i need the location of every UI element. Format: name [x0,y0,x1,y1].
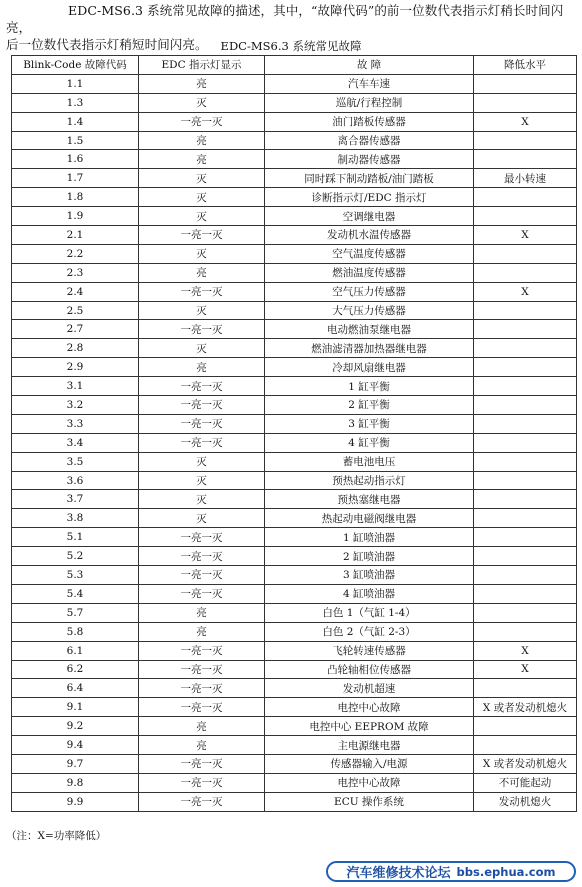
cell-fault: 1 缸平衡 [265,377,474,396]
cell-fault: 3 缸平衡 [265,414,474,433]
cell-indicator: 一亮一灭 [139,414,265,433]
cell-derate [474,320,577,339]
cell-indicator: 一亮一灭 [139,698,265,717]
cell-derate [474,490,577,509]
table-row [12,244,577,263]
cell-fault: 油门踏板传感器 [265,112,474,131]
cell-blink-code: 3.5 [12,452,139,471]
cell-indicator: 一亮一灭 [139,754,265,773]
intro-line-1: EDC-MS6.3 系统常见故障的描述，其中，“故障代码”的前一位数代表指示灯稍长时间闪亮， [6,3,564,35]
cell-indicator: 一亮一灭 [139,433,265,452]
cell-blink-code: 1.7 [12,169,139,188]
cell-fault: 4 缸平衡 [265,433,474,452]
cell-derate [474,244,577,263]
cell-derate: X [474,660,577,679]
cell-derate [474,150,577,169]
cell-fault: 发动机超速 [265,679,474,698]
cell-indicator: 一亮一灭 [139,792,265,811]
cell-derate [474,74,577,93]
table-header-row [12,56,577,75]
header-indicator: EDC 指示灯显示 [139,56,265,75]
cell-blink-code: 2.1 [12,226,139,245]
cell-blink-code: 9.4 [12,736,139,755]
table-row [12,452,577,471]
cell-blink-code: 5.2 [12,547,139,566]
cell-derate [474,584,577,603]
cell-indicator: 亮 [139,358,265,377]
cell-indicator: 亮 [139,150,265,169]
cell-indicator: 一亮一灭 [139,566,265,585]
table-row [12,754,577,773]
cell-indicator: 灭 [139,471,265,490]
cell-fault: 诊断指示灯/EDC 指示灯 [265,188,474,207]
cell-indicator: 一亮一灭 [139,679,265,698]
cell-derate [474,358,577,377]
cell-blink-code: 2.9 [12,358,139,377]
cell-fault: 2 缸平衡 [265,396,474,415]
table-row [12,282,577,301]
cell-derate [474,339,577,358]
cell-derate [474,93,577,112]
cell-derate [474,622,577,641]
cell-derate: X [474,641,577,660]
cell-derate [474,131,577,150]
cell-fault: 凸轮轴相位传感器 [265,660,474,679]
cell-blink-code: 2.8 [12,339,139,358]
cell-blink-code: 9.8 [12,773,139,792]
cell-blink-code: 3.6 [12,471,139,490]
table-row [12,188,577,207]
cell-fault: 2 缸喷油器 [265,547,474,566]
cell-fault: 电控中心故障 [265,773,474,792]
cell-indicator: 一亮一灭 [139,112,265,131]
table-row [12,698,577,717]
cell-fault: 预热塞继电器 [265,490,474,509]
cell-fault: 大气压力传感器 [265,301,474,320]
cell-derate: 不可能起动 [474,773,577,792]
table-row [12,112,577,131]
cell-derate [474,547,577,566]
cell-blink-code: 1.4 [12,112,139,131]
table-row [12,301,577,320]
cell-derate [474,566,577,585]
table-row [12,226,577,245]
cell-blink-code: 5.8 [12,622,139,641]
cell-blink-code: 9.2 [12,717,139,736]
table-row [12,679,577,698]
cell-blink-code: 1.5 [12,131,139,150]
table-row [12,622,577,641]
cell-fault: 发动机水温传感器 [265,226,474,245]
cell-derate [474,207,577,226]
cell-indicator: 一亮一灭 [139,660,265,679]
table-row [12,377,577,396]
table-row [12,603,577,622]
cell-fault: 巡航/行程控制 [265,93,474,112]
cell-indicator: 一亮一灭 [139,377,265,396]
cell-blink-code: 2.3 [12,263,139,282]
cell-indicator: 亮 [139,622,265,641]
cell-indicator: 灭 [139,490,265,509]
cell-derate [474,528,577,547]
table-row [12,509,577,528]
table-row [12,528,577,547]
cell-fault: 传感器输入/电源 [265,754,474,773]
table-row [12,396,577,415]
cell-derate: X [474,226,577,245]
cell-blink-code: 1.9 [12,207,139,226]
cell-fault: ECU 操作系统 [265,792,474,811]
cell-blink-code: 6.4 [12,679,139,698]
forum-watermark-banner [326,861,576,882]
table-row [12,263,577,282]
cell-indicator: 亮 [139,603,265,622]
cell-blink-code: 2.2 [12,244,139,263]
cell-blink-code: 6.1 [12,641,139,660]
cell-indicator: 灭 [139,93,265,112]
table-row [12,773,577,792]
table-row [12,584,577,603]
cell-indicator: 亮 [139,736,265,755]
cell-derate [474,679,577,698]
cell-derate [474,433,577,452]
cell-fault: 热起动电磁阀继电器 [265,509,474,528]
cell-fault: 4 缸喷油器 [265,584,474,603]
cell-indicator: 一亮一灭 [139,396,265,415]
cell-fault: 空气压力传感器 [265,282,474,301]
cell-blink-code: 3.4 [12,433,139,452]
table-row [12,433,577,452]
table-row [12,339,577,358]
fault-code-table [11,55,577,812]
cell-blink-code: 5.1 [12,528,139,547]
cell-fault: 飞轮转速传感器 [265,641,474,660]
cell-derate [474,301,577,320]
cell-fault: 冷却风扇继电器 [265,358,474,377]
cell-fault: 3 缸喷油器 [265,566,474,585]
footnote: （注：X=功率降低） [6,830,107,842]
cell-blink-code: 6.2 [12,660,139,679]
header-fault: 故 障 [265,56,474,75]
table-row [12,320,577,339]
cell-fault: 白色 1（气缸 1-4） [265,603,474,622]
table-row [12,74,577,93]
cell-blink-code: 5.4 [12,584,139,603]
cell-indicator: 一亮一灭 [139,547,265,566]
table-row [12,358,577,377]
cell-indicator: 亮 [139,131,265,150]
cell-blink-code: 1.6 [12,150,139,169]
cell-fault: 蓄电池电压 [265,452,474,471]
table-row [12,641,577,660]
table-row [12,414,577,433]
table-row [12,717,577,736]
cell-derate [474,603,577,622]
cell-derate: X [474,112,577,131]
intro-line-2: 后一位数代表指示灯稍短时间闪亮。 [6,37,208,52]
table-row [12,471,577,490]
table-row [12,169,577,188]
cell-fault: 白色 2（气缸 2-3） [265,622,474,641]
cell-derate [474,736,577,755]
cell-indicator: 一亮一灭 [139,528,265,547]
table-row [12,736,577,755]
cell-blink-code: 3.8 [12,509,139,528]
cell-fault: 预热起动指示灯 [265,471,474,490]
table-row [12,93,577,112]
cell-blink-code: 1.1 [12,74,139,93]
cell-indicator: 一亮一灭 [139,226,265,245]
cell-derate: X 或者发动机熄火 [474,698,577,717]
cell-blink-code: 3.7 [12,490,139,509]
cell-derate [474,509,577,528]
cell-blink-code: 5.3 [12,566,139,585]
table-caption: EDC-MS6.3 系统常见故障 [220,39,362,53]
header-derate: 降低水平 [474,56,577,75]
cell-fault: 离合器传感器 [265,131,474,150]
cell-indicator: 灭 [139,301,265,320]
cell-derate [474,717,577,736]
cell-indicator: 灭 [139,188,265,207]
cell-derate [474,188,577,207]
table-row [12,792,577,811]
table-row [12,150,577,169]
cell-derate [474,452,577,471]
cell-blink-code: 9.1 [12,698,139,717]
cell-indicator: 一亮一灭 [139,584,265,603]
cell-indicator: 灭 [139,169,265,188]
cell-fault: 空气温度传感器 [265,244,474,263]
cell-fault: 主电源继电器 [265,736,474,755]
cell-blink-code: 3.2 [12,396,139,415]
cell-blink-code: 1.3 [12,93,139,112]
table-row [12,131,577,150]
cell-indicator: 灭 [139,244,265,263]
cell-derate: 发动机熄火 [474,792,577,811]
cell-derate: 最小转速 [474,169,577,188]
cell-fault: 同时踩下制动踏板/油门踏板 [265,169,474,188]
cell-derate [474,396,577,415]
cell-blink-code: 1.8 [12,188,139,207]
cell-blink-code: 3.3 [12,414,139,433]
cell-fault: 电控中心故障 [265,698,474,717]
cell-fault: 电控中心 EEPROM 故障 [265,717,474,736]
cell-fault: 1 缸喷油器 [265,528,474,547]
cell-fault: 燃油温度传感器 [265,263,474,282]
cell-derate: X 或者发动机熄火 [474,754,577,773]
banner-url: bbs.ephua.com [456,864,556,879]
cell-indicator: 亮 [139,263,265,282]
cell-derate [474,377,577,396]
cell-blink-code: 3.1 [12,377,139,396]
cell-blink-code: 2.4 [12,282,139,301]
table-body [12,74,577,811]
cell-blink-code: 9.7 [12,754,139,773]
table-row [12,490,577,509]
cell-indicator: 一亮一灭 [139,320,265,339]
table-row [12,207,577,226]
cell-indicator: 一亮一灭 [139,282,265,301]
table-row [12,547,577,566]
cell-indicator: 灭 [139,207,265,226]
cell-fault: 电动燃油泵继电器 [265,320,474,339]
table-row [12,660,577,679]
cell-blink-code: 5.7 [12,603,139,622]
header-blink-code: Blink-Code 故障代码 [12,56,139,75]
cell-fault: 汽车车速 [265,74,474,93]
cell-fault: 空调继电器 [265,207,474,226]
cell-indicator: 灭 [139,452,265,471]
banner-title: 汽车维修技术论坛 [346,866,451,881]
cell-blink-code: 2.7 [12,320,139,339]
cell-indicator: 灭 [139,339,265,358]
cell-indicator: 亮 [139,74,265,93]
cell-indicator: 一亮一灭 [139,641,265,660]
cell-derate [474,471,577,490]
cell-derate [474,414,577,433]
cell-indicator: 一亮一灭 [139,773,265,792]
cell-indicator: 亮 [139,717,265,736]
cell-blink-code: 2.5 [12,301,139,320]
cell-indicator: 灭 [139,509,265,528]
cell-blink-code: 9.9 [12,792,139,811]
table-row [12,566,577,585]
cell-derate [474,263,577,282]
cell-fault: 燃油滤清器加热器继电器 [265,339,474,358]
cell-fault: 制动器传感器 [265,150,474,169]
cell-derate: X [474,282,577,301]
